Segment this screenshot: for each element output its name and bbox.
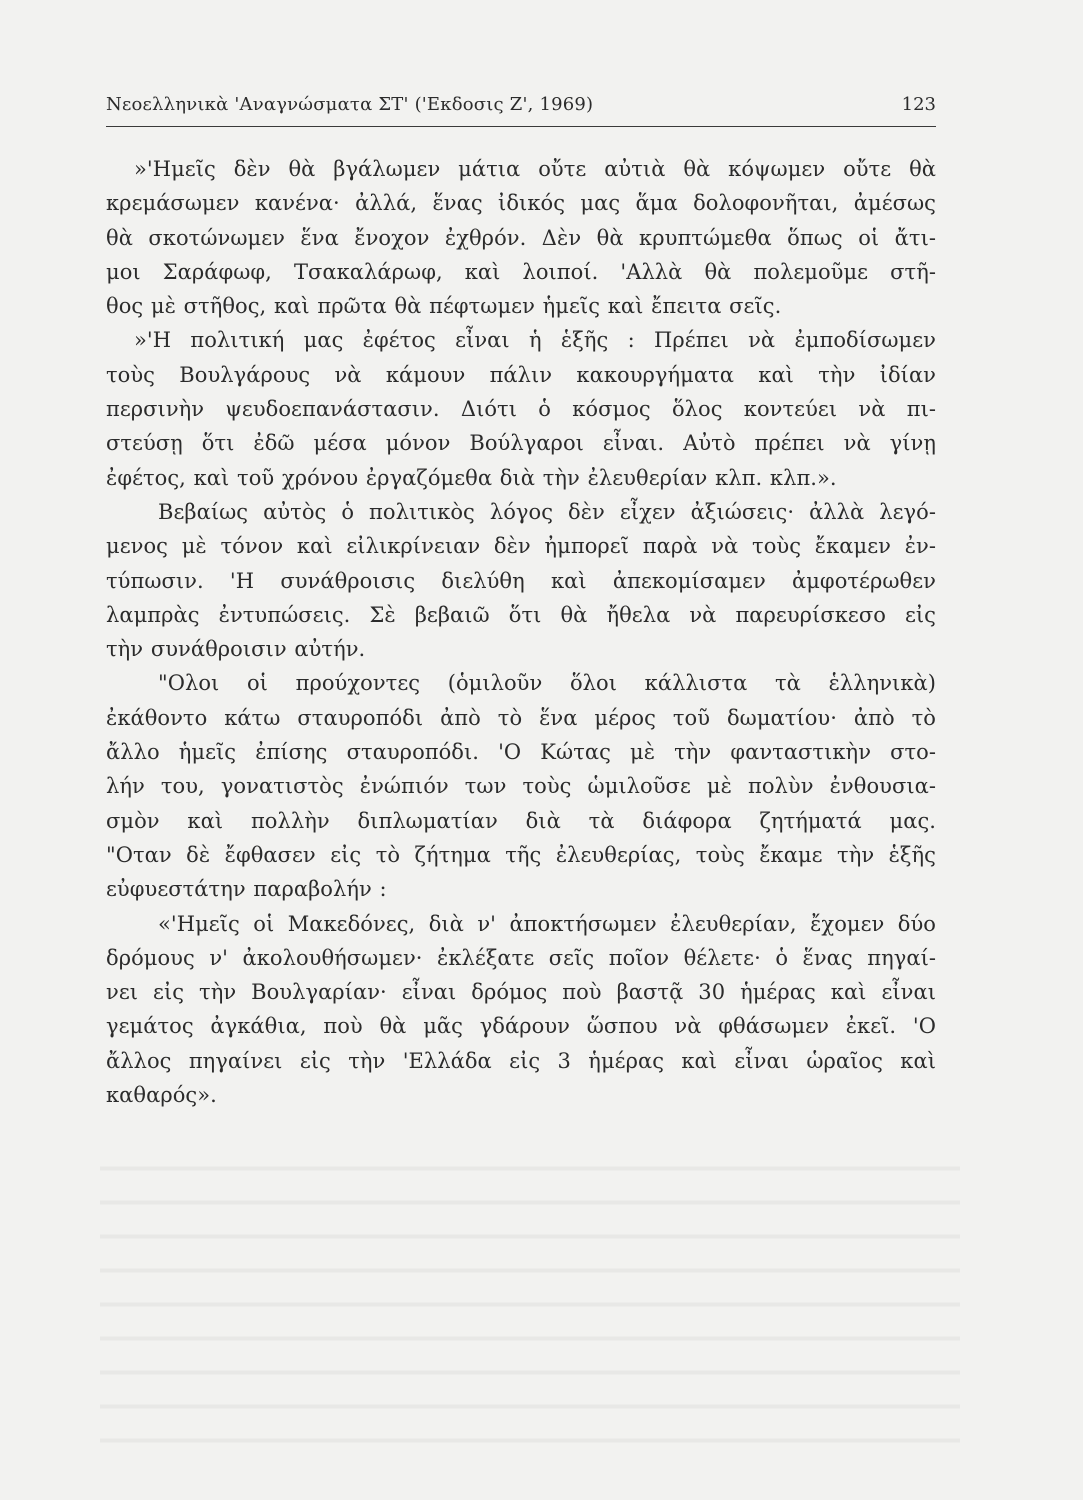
- bleed-through-text: [100, 1140, 960, 1470]
- text-line: ἄλλο ἡμεῖς ἐπίσης σταυροπόδι. 'Ο Κώτας μὲ τὴν φανταστικὴν στο-: [106, 740, 936, 765]
- text-line: λήν του, γονατιστὸς ἐνώπιόν των τοὺς ὡμιλοῦσε μὲ πολὺν ἐνθουσια-: [106, 774, 936, 799]
- text-line: καθαρός».: [106, 1083, 217, 1108]
- text-line: σμὸν καὶ πολλὴν διπλωματίαν διὰ τὰ διάφορα ζητήματά μας.: [106, 808, 936, 833]
- text-line: εὐφυεστάτην παραβολήν :: [106, 877, 387, 902]
- text-line: γεμάτος ἀγκάθια, ποὺ θὰ μᾶς γδάρουν ὥσπου νὰ φθάσωμεν ἐκεῖ. 'Ο: [106, 1014, 936, 1039]
- text-line: περσινὴν ψευδοεπανάστασιν. Διότι ὁ κόσμος ὅλος κοντεύει νὰ πι-: [106, 397, 936, 422]
- body-text: [106, 152, 936, 1112]
- text-line: »'Η πολιτική μας ἐφέτος εἶναι ἡ ἑξῆς : Πρέπει νὰ ἐμποδίσωμεν: [134, 328, 936, 353]
- text-line: κρεμάσωμεν κανένα· ἀλλά, ἕνας ἰδικός μας ἅμα δολοφονῆται, ἀμέσως: [106, 191, 936, 216]
- text-line: ἐκάθοντο κάτω σταυροπόδι ἀπὸ τὸ ἕνα μέρος τοῦ δωματίου· ἀπὸ τὸ: [106, 705, 936, 730]
- text-line: »'Ημεῖς δὲν θὰ βγάλωμεν μάτια οὔτε αὐτιὰ θὰ κόψωμεν οὔτε θὰ: [134, 157, 936, 181]
- text-line: τοὺς Βουλγάρους νὰ κάμουν πάλιν κακουργήματα καὶ τὴν ἰδίαν: [106, 362, 936, 387]
- running-title: Νεοελληνικὰ 'Αναγνώσματα ΣΤ' ('Εκδοσις Ζ', 1969): [106, 94, 594, 115]
- text-line: ἐφέτος, καὶ τοῦ χρόνου ἐργαζόμεθα διὰ τὴν ἐλευθερίαν κλπ. κλπ.».: [106, 465, 837, 490]
- text-line: μενος μὲ τόνον καὶ εἰλικρίνειαν δὲν ἠμπορεῖ παρὰ νὰ τοὺς ἔκαμεν ἐν-: [106, 534, 936, 559]
- page-number: 123: [901, 94, 936, 115]
- text-line: δρόμους ν' ἀκολουθήσωμεν· ἐκλέξατε σεῖς ποῖον θέλετε· ὁ ἕνας πηγαί-: [106, 945, 936, 970]
- text-line: νει εἰς τὴν Βουλγαρίαν· εἶναι δρόμος ποὺ βαστᾷ 30 ἡμέρας καὶ εἶναι: [106, 980, 936, 1005]
- text-line: ἄλλος πηγαίνει εἰς τὴν 'Ελλάδα εἰς 3 ἡμέρας καὶ εἶναι ὡραῖος καὶ: [106, 1048, 936, 1073]
- text-line: "Οταν δὲ ἔφθασεν εἰς τὸ ζήτημα τῆς ἐλευθερίας, τοὺς ἔκαμε τὴν ἑξῆς: [106, 842, 936, 867]
- text-line: θος μὲ στῆθος, καὶ πρῶτα θὰ πέφτωμεν ἡμεῖς καὶ ἔπειτα σεῖς.: [106, 294, 782, 319]
- running-header: [106, 92, 936, 127]
- text-line: «'Ημεῖς οἱ Μακεδόνες, διὰ ν' ἀποκτήσωμεν ἐλευθερίαν, ἔχομεν δύο: [158, 911, 936, 936]
- text-line: θὰ σκοτώνωμεν ἕνα ἔνοχον ἐχθρόν. Δὲν θὰ κρυπτώμεθα ὅπως οἱ ἄτι-: [106, 225, 936, 250]
- text-line: "Ολοι οἱ προύχοντες (ὁμιλοῦν ὅλοι κάλλιστα τὰ ἑλληνικὰ): [158, 671, 936, 696]
- text-line: λαμπρὰς ἐντυπώσεις. Σὲ βεβαιῶ ὅτι θὰ ἤθελα νὰ παρευρίσκεσο εἰς: [106, 602, 936, 627]
- text-line: τὴν συνάθροισιν αὐτήν.: [106, 637, 366, 662]
- text-line: μοι Σαράφωφ, Τσακαλάρωφ, καὶ λοιποί. 'Αλλὰ θὰ πολεμοῦμε στῆ-: [106, 259, 936, 284]
- text-line: Βεβαίως αὐτὸς ὁ πολιτικὸς λόγος δὲν εἶχεν ἀξιώσεις· ἀλλὰ λεγό-: [158, 499, 936, 524]
- text-line: στεύσῃ ὅτι ἐδῶ μέσα μόνον Βούλγαροι εἶναι. Αὐτὸ πρέπει νὰ γίνῃ: [106, 431, 936, 456]
- text-line: τύπωσιν. 'Η συνάθροισις διελύθη καὶ ἀπεκομίσαμεν ἀμφοτέρωθεν: [106, 568, 936, 593]
